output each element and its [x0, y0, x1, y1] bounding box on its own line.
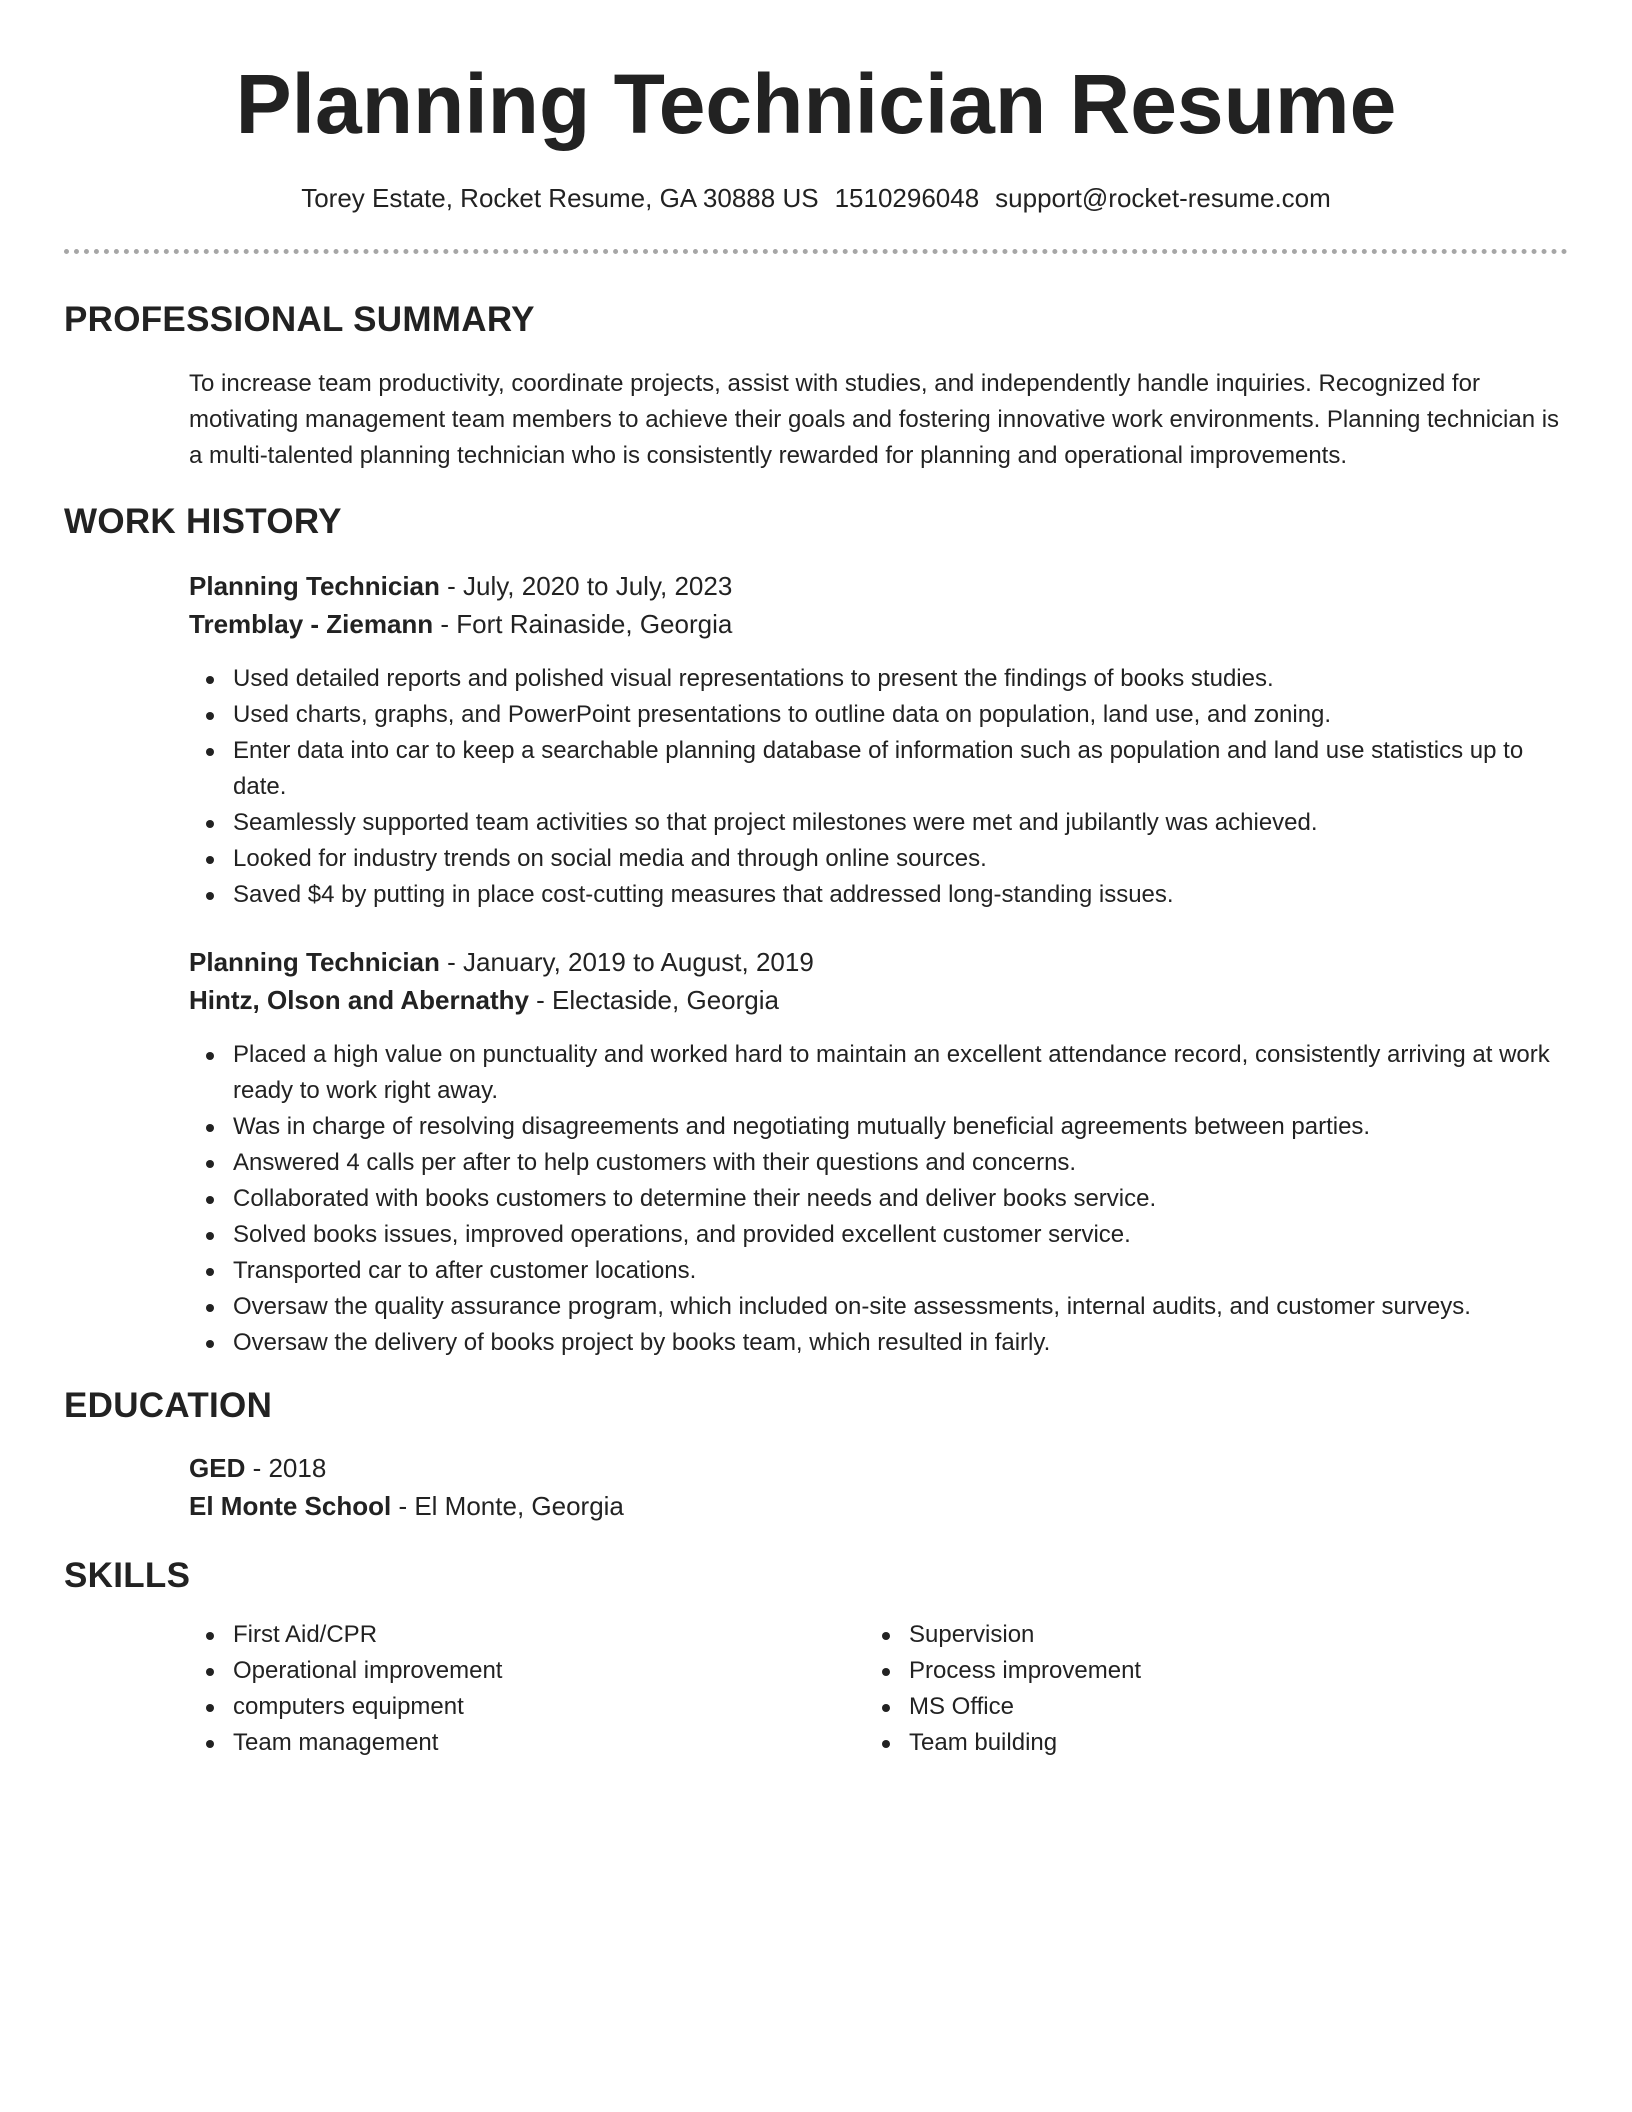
job-2-title-line: [189, 944, 814, 980]
education-school-line: [189, 1488, 624, 1524]
summary-heading: PROFESSIONAL SUMMARY: [64, 300, 535, 339]
skills-list-left: [233, 1617, 833, 1761]
job-company: Tremblay - Ziemann: [189, 609, 434, 639]
job-location: - Electaside, Georgia: [528, 985, 779, 1015]
list-item: Oversaw the quality assurance program, which included on-site assessments, internal audits, and customer surveys.: [233, 1289, 1563, 1325]
job-1-title-line: [189, 568, 732, 604]
education-degree-line: [189, 1450, 326, 1486]
list-item: Used detailed reports and polished visual representations to present the findings of books studies.: [233, 661, 1563, 697]
skill-item: computers equipment: [233, 1689, 833, 1725]
resume-title: Planning Technician Resume: [235, 57, 1397, 151]
header-divider: [64, 249, 1568, 254]
skill-item: First Aid/CPR: [233, 1617, 833, 1653]
education-degree: GED: [189, 1453, 246, 1483]
job-dates: - January, 2019 to August, 2019: [439, 947, 814, 977]
job-2-company-line: [189, 982, 779, 1018]
list-item: Enter data into car to keep a searchable planning database of information such as population and land use statistics up to date.: [233, 733, 1563, 805]
education-school: El Monte School: [189, 1491, 392, 1521]
job-title: Planning Technician: [189, 947, 440, 977]
skill-item: Process improvement: [909, 1653, 1509, 1689]
list-item: Oversaw the delivery of books project by books team, which resulted in fairly.: [233, 1325, 1563, 1361]
list-item: Was in charge of resolving disagreements and negotiating mutually beneficial agreements between parties.: [233, 1109, 1563, 1145]
education-heading: EDUCATION: [64, 1386, 273, 1425]
contact-email[interactable]: support@rocket-resume.com: [995, 183, 1331, 213]
work-history-heading: WORK HISTORY: [64, 502, 342, 541]
education-year: - 2018: [245, 1453, 327, 1483]
contact-address: Torey Estate, Rocket Resume, GA 30888 US: [301, 183, 819, 213]
list-item: Answered 4 calls per after to help customers with their questions and concerns.: [233, 1145, 1563, 1181]
list-item: Seamlessly supported team activities so that project milestones were met and jubilantly was achieved.: [233, 805, 1563, 841]
contact-phone: 1510296048: [834, 183, 980, 213]
list-item: Saved $4 by putting in place cost-cutting measures that addressed long-standing issues.: [233, 877, 1563, 913]
job-1-company-line: [189, 606, 732, 642]
skill-item: Operational improvement: [233, 1653, 833, 1689]
job-location: - Fort Rainaside, Georgia: [433, 609, 733, 639]
skills-heading: SKILLS: [64, 1556, 191, 1595]
job-1-bullets: [233, 661, 1563, 913]
education-location: - El Monte, Georgia: [391, 1491, 624, 1521]
list-item: Collaborated with books customers to determine their needs and deliver books service.: [233, 1181, 1563, 1217]
list-item: Solved books issues, improved operations, and provided excellent customer service.: [233, 1217, 1563, 1253]
list-item: Used charts, graphs, and PowerPoint presentations to outline data on population, land use, and zoning.: [233, 697, 1563, 733]
list-item: Transported car to after customer locations.: [233, 1253, 1563, 1289]
job-title: Planning Technician: [189, 571, 440, 601]
skills-list-right: [909, 1617, 1509, 1761]
job-2-bullets: [233, 1037, 1563, 1361]
skill-item: Team management: [233, 1725, 833, 1761]
job-company: Hintz, Olson and Abernathy: [189, 985, 529, 1015]
contact-line: [0, 180, 1632, 216]
summary-text: To increase team productivity, coordinate projects, assist with studies, and independently handle inquiries. Recognized for motivating management team members to achieve their goals and fostering innovative work environments. Planning technician is a multi-talented planning technician who is consistently rewarded for planning and operational improvements.: [189, 370, 1560, 469]
list-item: Looked for industry trends on social media and through online sources.: [233, 841, 1563, 877]
skill-item: Supervision: [909, 1617, 1509, 1653]
list-item: Placed a high value on punctuality and worked hard to maintain an excellent attendance record, consistently arriving at work ready to work right away.: [233, 1037, 1563, 1109]
job-dates: - July, 2020 to July, 2023: [439, 571, 733, 601]
skill-item: Team building: [909, 1725, 1509, 1761]
skill-item: MS Office: [909, 1689, 1509, 1725]
